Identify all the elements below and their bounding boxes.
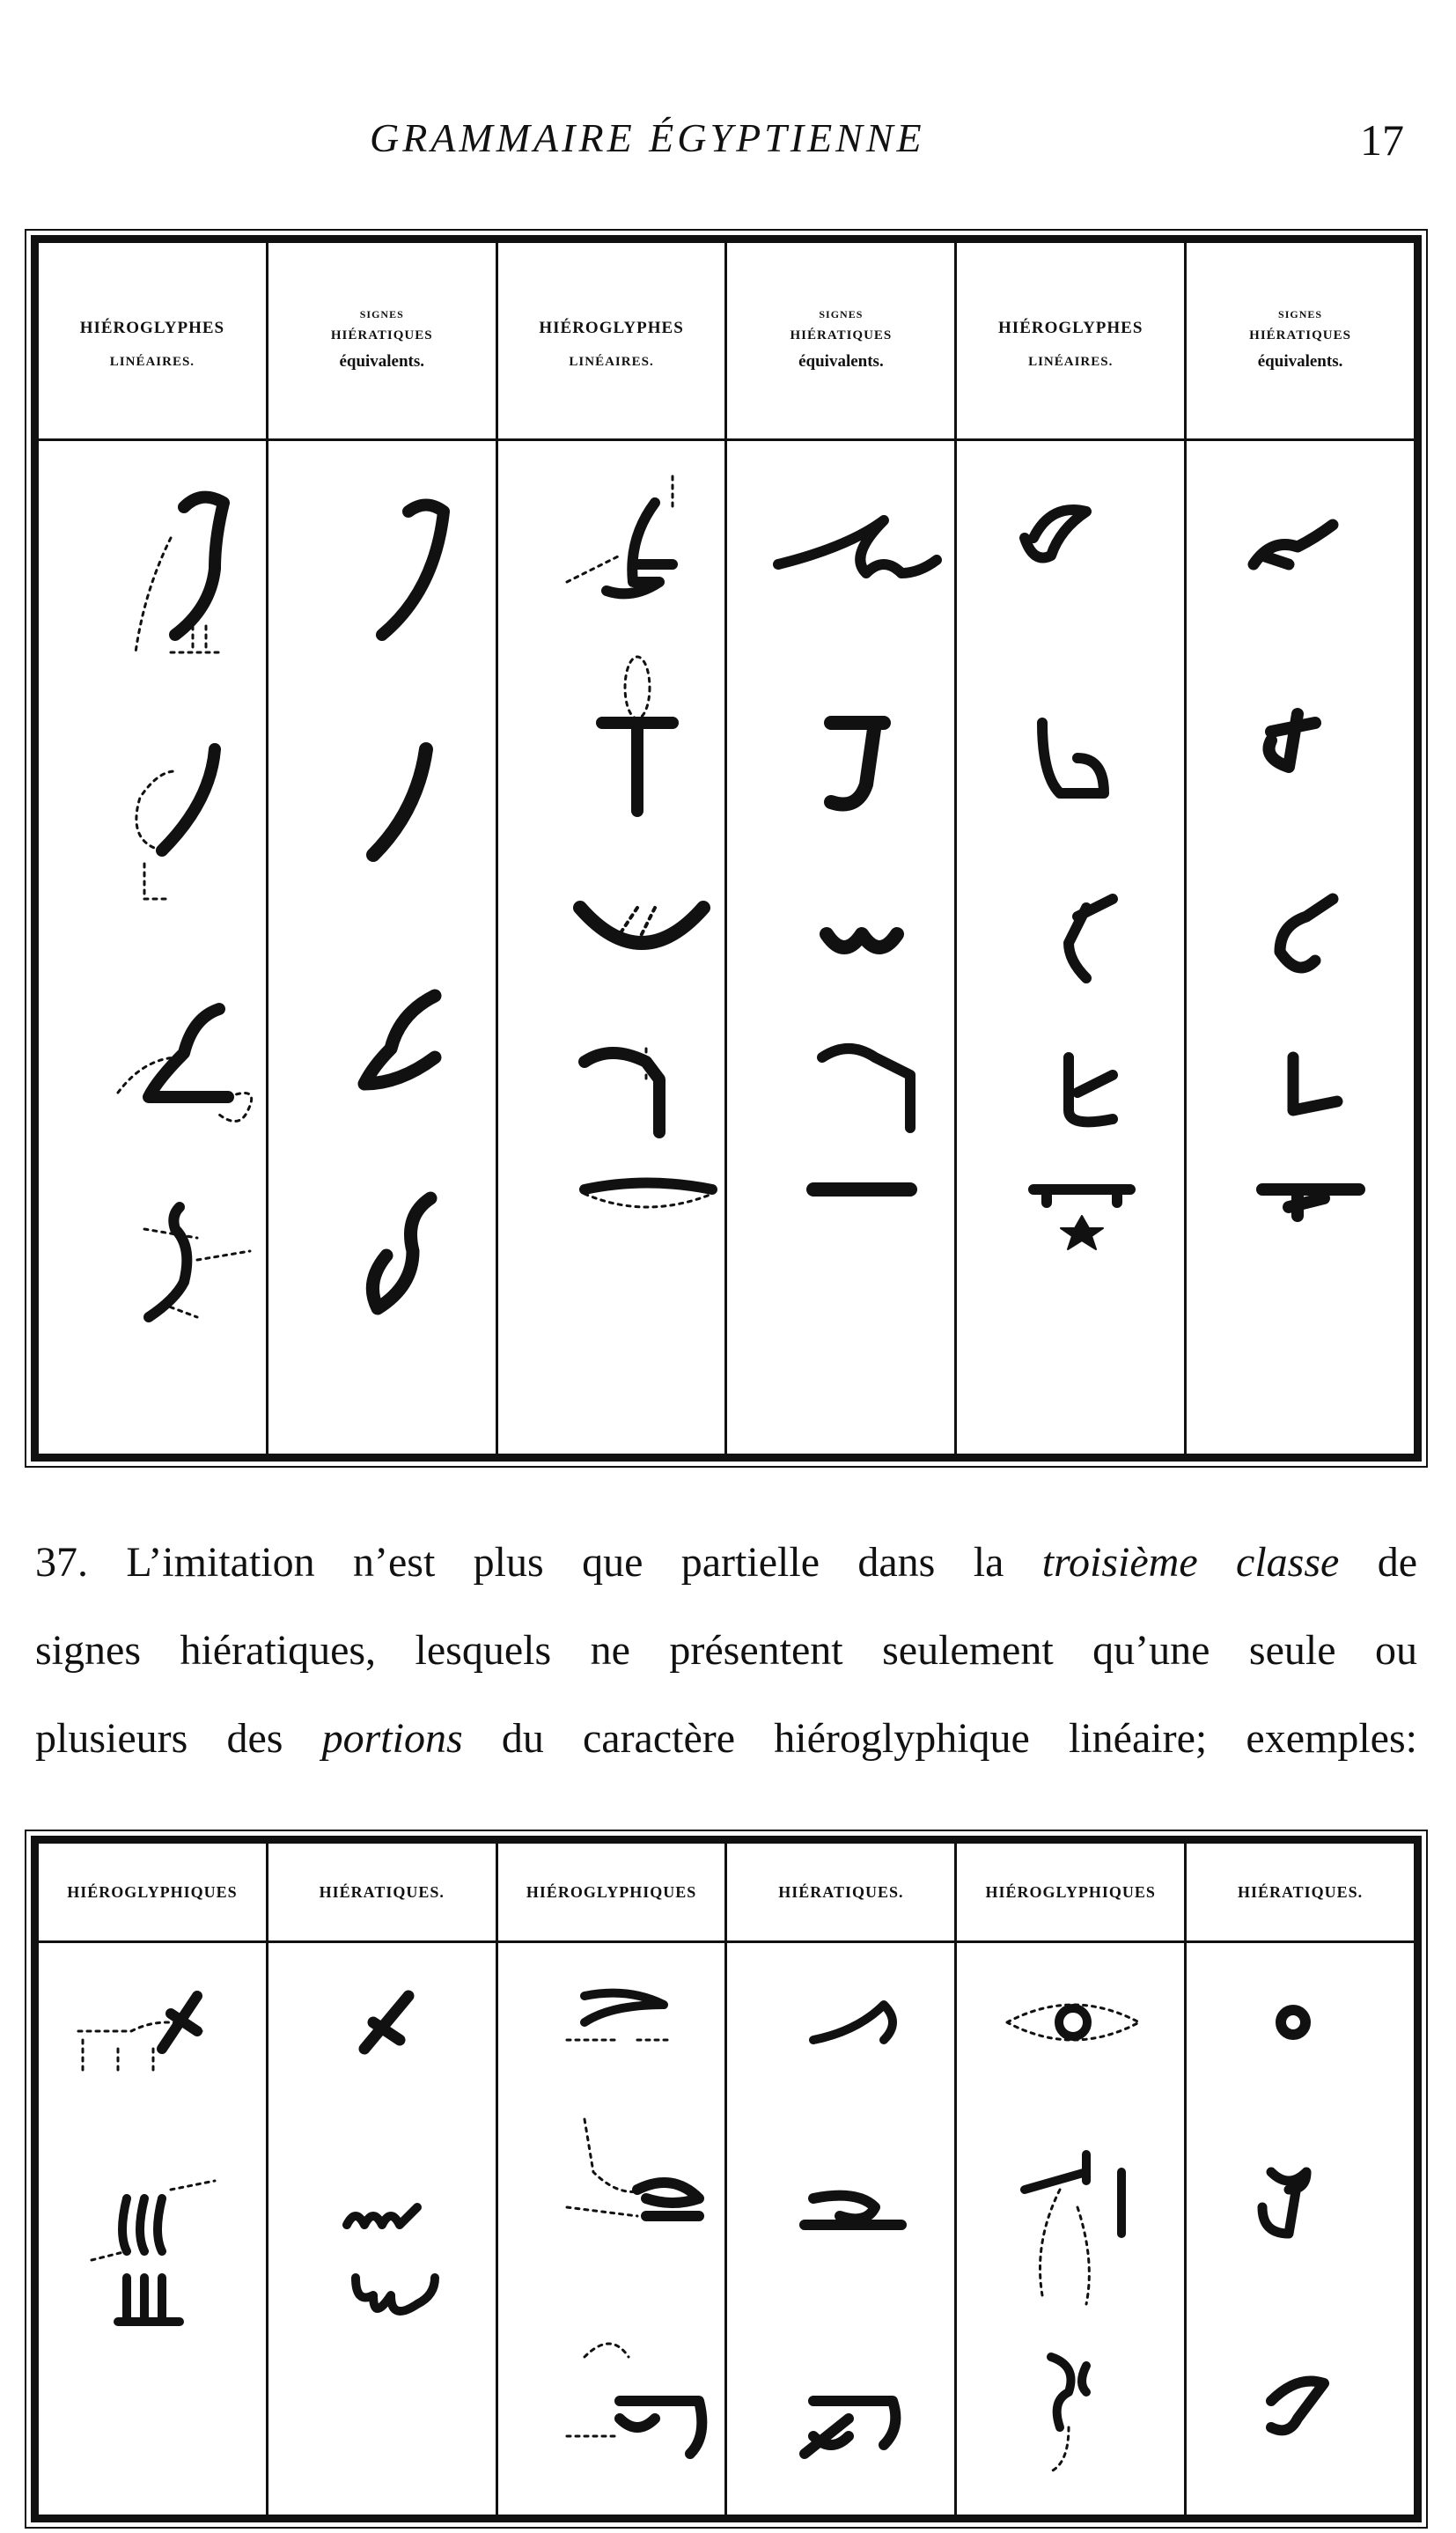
header-sub: équivalents. bbox=[339, 351, 425, 371]
paragraph-text: du caractère hiéroglyphique linéaire; exemples: bbox=[501, 1715, 1418, 1762]
table2-header-4 bbox=[727, 1844, 954, 1943]
plate-table-1 bbox=[31, 235, 1422, 1462]
hare-glyph bbox=[567, 2119, 699, 2216]
paragraph-37 bbox=[35, 1519, 1417, 1783]
hieroglyph-sign bbox=[1069, 1057, 1113, 1122]
hieratic-sign bbox=[827, 934, 897, 947]
hieratic-sign bbox=[822, 1049, 910, 1128]
table2-header-1 bbox=[39, 1844, 266, 1943]
hieratic-sign bbox=[373, 749, 426, 855]
table1-header-4 bbox=[727, 243, 954, 441]
header-main: HIÉRATIQUES bbox=[790, 328, 893, 343]
hieratic-sign bbox=[372, 1198, 430, 1308]
header-main: HIÉRATIQUES bbox=[330, 328, 433, 343]
ankh-glyph bbox=[602, 657, 673, 811]
table2-glyphs bbox=[39, 1943, 1414, 2515]
table1-glyph-area bbox=[39, 441, 1414, 1454]
kneeling-figure-glyph bbox=[1069, 899, 1113, 978]
header-sub: LINÉAIRES. bbox=[1028, 355, 1114, 370]
hieratic-sign bbox=[347, 2207, 435, 2311]
header-main: HIÉRATIQUES bbox=[1249, 328, 1351, 343]
paragraph-line-2: signes hiératiques, lesquels ne présentent seulement qu’une seule ou bbox=[35, 1627, 1417, 1674]
hieratic-sign bbox=[1280, 899, 1333, 968]
header-top: SIGNES bbox=[359, 307, 404, 320]
header-sub: LINÉAIRES. bbox=[109, 355, 195, 370]
page-number: 17 bbox=[1360, 115, 1404, 165]
header-sub: LINÉAIRES. bbox=[569, 355, 654, 370]
table1-header-2 bbox=[268, 243, 496, 441]
header-main: HIÉROGLYPHES bbox=[998, 319, 1143, 338]
paragraph-line-1 bbox=[35, 1519, 1417, 1607]
hieratic-sign bbox=[1269, 714, 1316, 767]
basket-glyph bbox=[580, 908, 703, 943]
header-sub: équivalents. bbox=[1257, 351, 1343, 371]
paragraph-text: plusieurs des bbox=[35, 1715, 283, 1762]
running-head bbox=[0, 106, 1456, 176]
hieratic-sign bbox=[813, 2005, 893, 2040]
hieratic-sign bbox=[1262, 2172, 1306, 2234]
paragraph-emphasis: troisième classe bbox=[1041, 1539, 1340, 1586]
hieratic-sign bbox=[1262, 1189, 1359, 1216]
hieratic-sign bbox=[831, 723, 884, 805]
hieratic-sign bbox=[1293, 1057, 1337, 1110]
hieratic-sign bbox=[778, 520, 937, 573]
table1-header-6 bbox=[1187, 243, 1414, 441]
header-main: HIÉRATIQUES. bbox=[319, 1882, 445, 1901]
hook-glyph bbox=[585, 1049, 659, 1132]
scorpion-glyph bbox=[1051, 2357, 1086, 2471]
paragraph-emphasis: portions bbox=[321, 1715, 463, 1762]
header-main: HIÉROGLYPHIQUES bbox=[67, 1882, 238, 1901]
header-main: HIÉRATIQUES. bbox=[778, 1882, 904, 1901]
hieroglyph-sign bbox=[1042, 723, 1104, 793]
table1-glyphs bbox=[39, 441, 1414, 1454]
header-top: SIGNES bbox=[1278, 307, 1323, 320]
table2-header-2 bbox=[268, 1844, 496, 1943]
eye-glyph bbox=[1007, 2005, 1139, 2040]
seated-figure-glyph bbox=[567, 476, 673, 593]
falcon-glyph bbox=[136, 497, 224, 652]
bird-with-legs-glyph bbox=[92, 2181, 215, 2322]
hieratic-sign bbox=[1281, 2010, 1305, 2035]
table2-glyph-area bbox=[39, 1943, 1414, 2515]
hieratic-sign bbox=[364, 1996, 408, 2049]
standing-figure-glyph bbox=[1025, 2154, 1121, 2304]
hieroglyph-sign bbox=[1025, 510, 1086, 558]
hieratic-sign bbox=[805, 2401, 895, 2454]
hieratic-sign bbox=[1271, 2382, 1324, 2431]
header-main: HIÉROGLYPHES bbox=[539, 319, 684, 338]
paragraph-number: 37. bbox=[35, 1539, 88, 1586]
table2-header-3 bbox=[498, 1844, 725, 1943]
table2-header-6 bbox=[1187, 1844, 1414, 1943]
table1-header-3 bbox=[498, 243, 725, 441]
header-sub: équivalents. bbox=[798, 351, 884, 371]
hieroglyph-sign bbox=[1033, 1189, 1130, 1203]
table1-header-5 bbox=[957, 243, 1184, 441]
paragraph-text: de bbox=[1377, 1539, 1418, 1586]
header-main: HIÉROGLYPHIQUES bbox=[985, 1882, 1156, 1901]
paragraph-line-3 bbox=[35, 1695, 1417, 1783]
plate-table-2 bbox=[31, 1836, 1422, 2522]
reclining-lion-glyph bbox=[567, 1993, 673, 2040]
hieratic-sign bbox=[1254, 525, 1333, 564]
seated-animal-glyph bbox=[567, 2344, 702, 2454]
running-title: GRAMMAIRE ÉGYPTIENNE bbox=[370, 115, 925, 160]
table2-header-5 bbox=[957, 1844, 1184, 1943]
hieratic-sign bbox=[364, 996, 435, 1084]
header-main: HIÉROGLYPHIQUES bbox=[526, 1882, 697, 1901]
snake-bird-glyph bbox=[118, 1009, 252, 1122]
ibis-glyph bbox=[136, 749, 215, 899]
header-main: HIÉRATIQUES. bbox=[1237, 1882, 1364, 1901]
table1-header-1 bbox=[39, 243, 266, 441]
star-icon bbox=[1061, 1216, 1103, 1249]
bar-glyph bbox=[585, 1183, 712, 1208]
hieratic-sign bbox=[805, 2196, 901, 2225]
header-main: HIÉROGLYPHES bbox=[79, 319, 225, 338]
paragraph-text: L’imitation n’est plus que partielle dans la bbox=[126, 1539, 1004, 1586]
hieratic-sign bbox=[382, 505, 444, 636]
header-top: SIGNES bbox=[819, 307, 864, 320]
bird-glyph bbox=[144, 1207, 250, 1317]
reclining-animal-glyph bbox=[78, 1996, 202, 2075]
